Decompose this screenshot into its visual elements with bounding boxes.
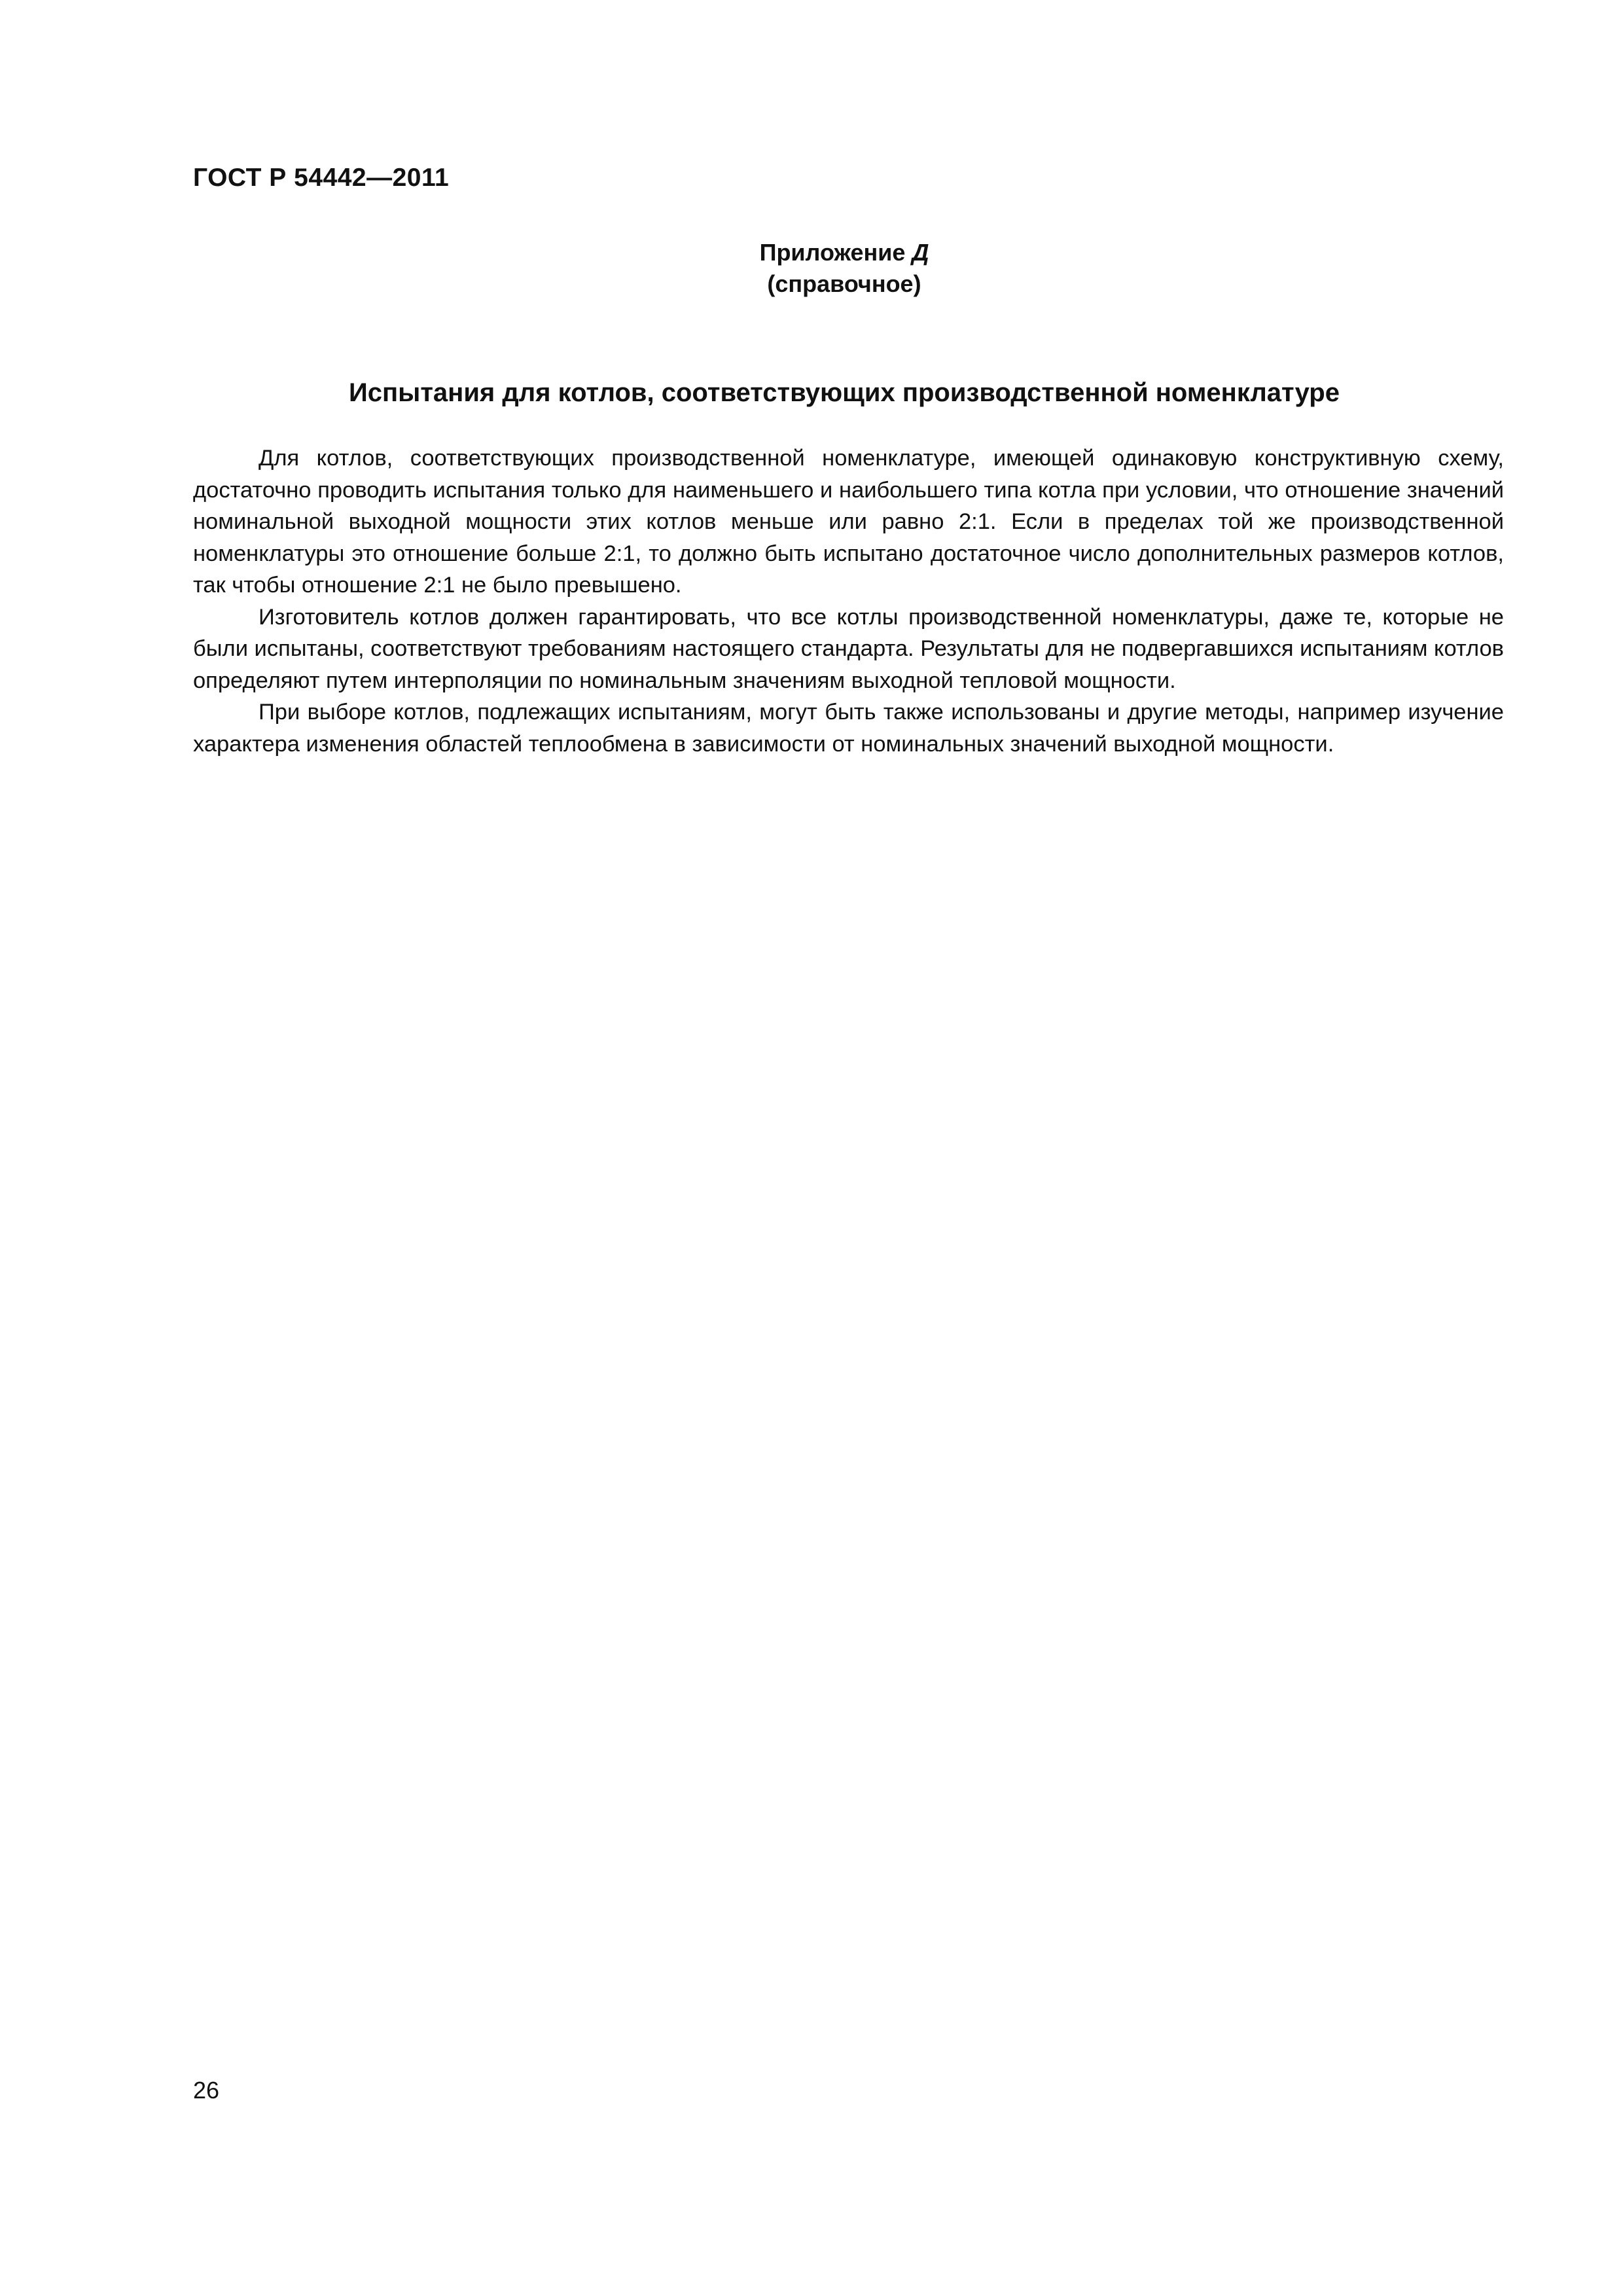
appendix-label-line xyxy=(0,237,1623,268)
appendix-kind: (справочное) xyxy=(767,270,921,297)
paragraph: Изготовитель котлов должен гарантировать, что все котлы производственной номенклатуры, даже те, которые не были испытаны, соответствуют требованиям настоящего стандарта. Результаты для не подвергавшихся испытаниям котлов определяют путем интерполяции по номинальным значениям выходной тепловой мощности. xyxy=(193,604,1504,693)
body-text xyxy=(193,442,1504,760)
appendix-letter: Д xyxy=(912,239,929,266)
appendix-heading xyxy=(0,237,1623,300)
page-number: 26 xyxy=(193,2077,220,2104)
paragraph: Для котлов, соответствующих производственной номенклатуре, имеющей одинаковую конструктивную схему, достаточно проводить испытания только для наименьшего и наибольшего типа котла при условии, что отношение значений номинальной выходной мощности этих котлов меньше или равно 2:1. Если в пределах той же производственной номенклатуры это отношение больше 2:1, то должно быть испытано достаточное число дополнительных размеров котлов, так чтобы отношение 2:1 не было превышено. xyxy=(193,446,1504,598)
section-title: Испытания для котлов, соответствующих производственной номенклатуре xyxy=(349,378,1340,407)
document-code: ГОСТ Р 54442—2011 xyxy=(193,164,450,192)
appendix-label: Приложение xyxy=(759,239,912,266)
paragraph: При выборе котлов, подлежащих испытаниям, могут быть также использованы и другие методы, например изучение характера изменения областей теплообмена в зависимости от номинальных значений выходной мощности. xyxy=(193,700,1504,757)
